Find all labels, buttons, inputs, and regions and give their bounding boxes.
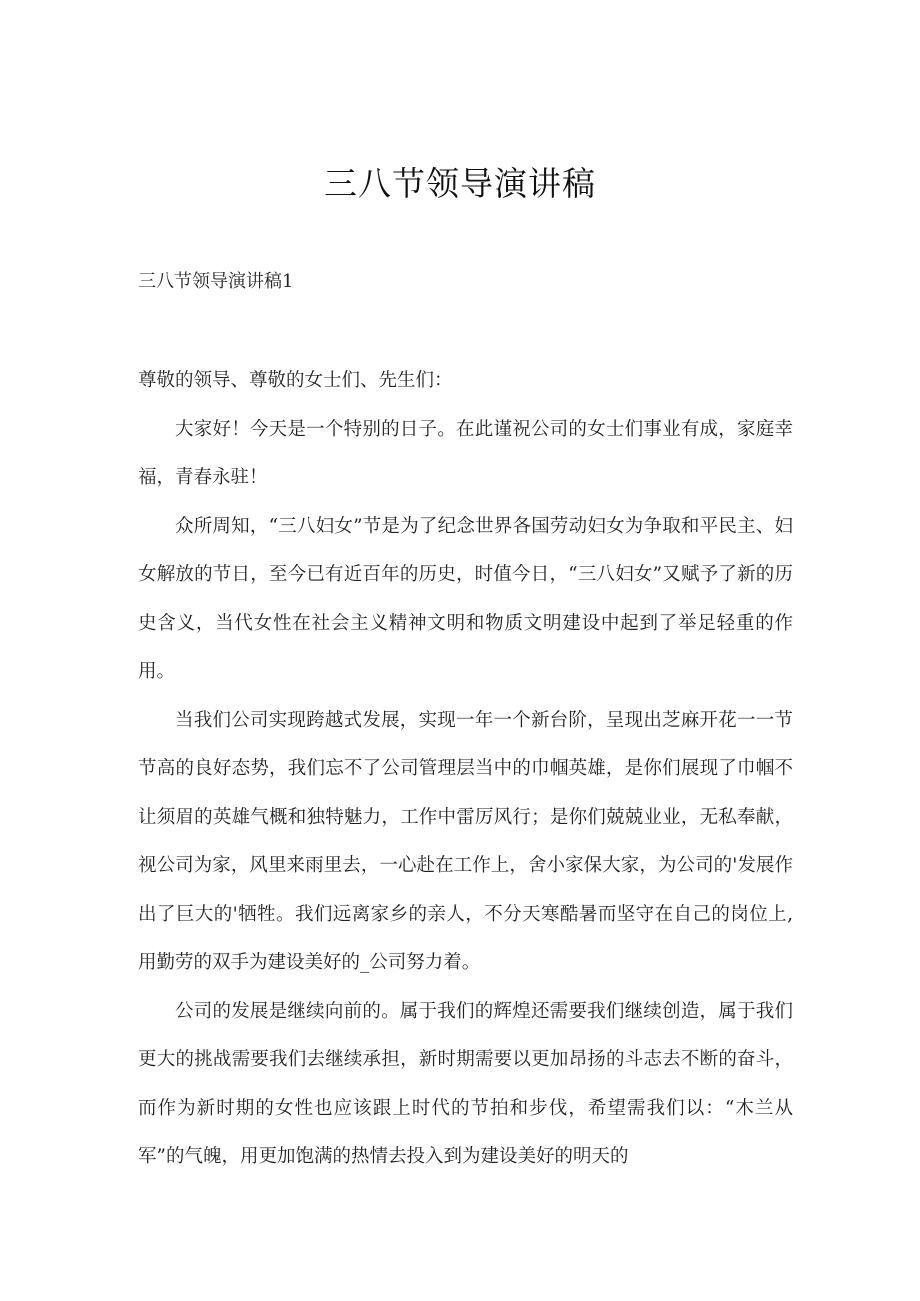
document-body — [138, 357, 793, 1182]
section-heading: 三八节领导演讲稿1 — [138, 271, 294, 292]
document-title: 三八节领导演讲稿 — [324, 164, 596, 203]
paragraph-future: 公司的发展是继续向前的。属于我们的辉煌还需要我们继续创造，属于我们更大的挑战需要我们去继续承担，新时期需要以更加昂扬的斗志去不断的奋斗，而作为新时期的女性也应该跟上时代的节拍和步伐，希望需我们以：“木兰从军”的气魄，用更加饱满的热情去投入到为建设美好的明天的 — [138, 1000, 793, 1167]
paragraph-tribute: 当我们公司实现跨越式发展，实现一年一个新台阶，呈现出芝麻开花一一节节高的良好态势，我们忘不了公司管理层当中的巾帼英雄，是你们展现了巾帼不让须眉的英雄气概和独特魅力，工作中雷厉风行；是你们兢兢业业，无私奉献，视公司为家，风里来雨里去，一心赴在工作上，舍小家保大家，为公司的'发展作出了巨大的'牺牲。我们远离家乡的亲人，不分天寒酷暑而坚守在自己的岗位上,用勤劳的双手为建设美好的_公司努力着。 — [138, 709, 793, 973]
paragraph-greeting: 大家好！今天是一个特别的日子。在此谨祝公司的女士们事业有成，家庭幸福，青春永驻！ — [138, 418, 793, 488]
salutation: 尊敬的领导、尊敬的女士们、先生们： — [138, 370, 453, 391]
paragraph-history: 众所周知，“三八妇女”节是为了纪念世界各国劳动妇女为争取和平民主、妇女解放的节日，至今已有近百年的历史，时值今日，“三八妇女”又赋予了新的历史含义，当代女性在社会主义精神文明和物质文明建设中起到了举足轻重的作用。 — [138, 515, 793, 682]
